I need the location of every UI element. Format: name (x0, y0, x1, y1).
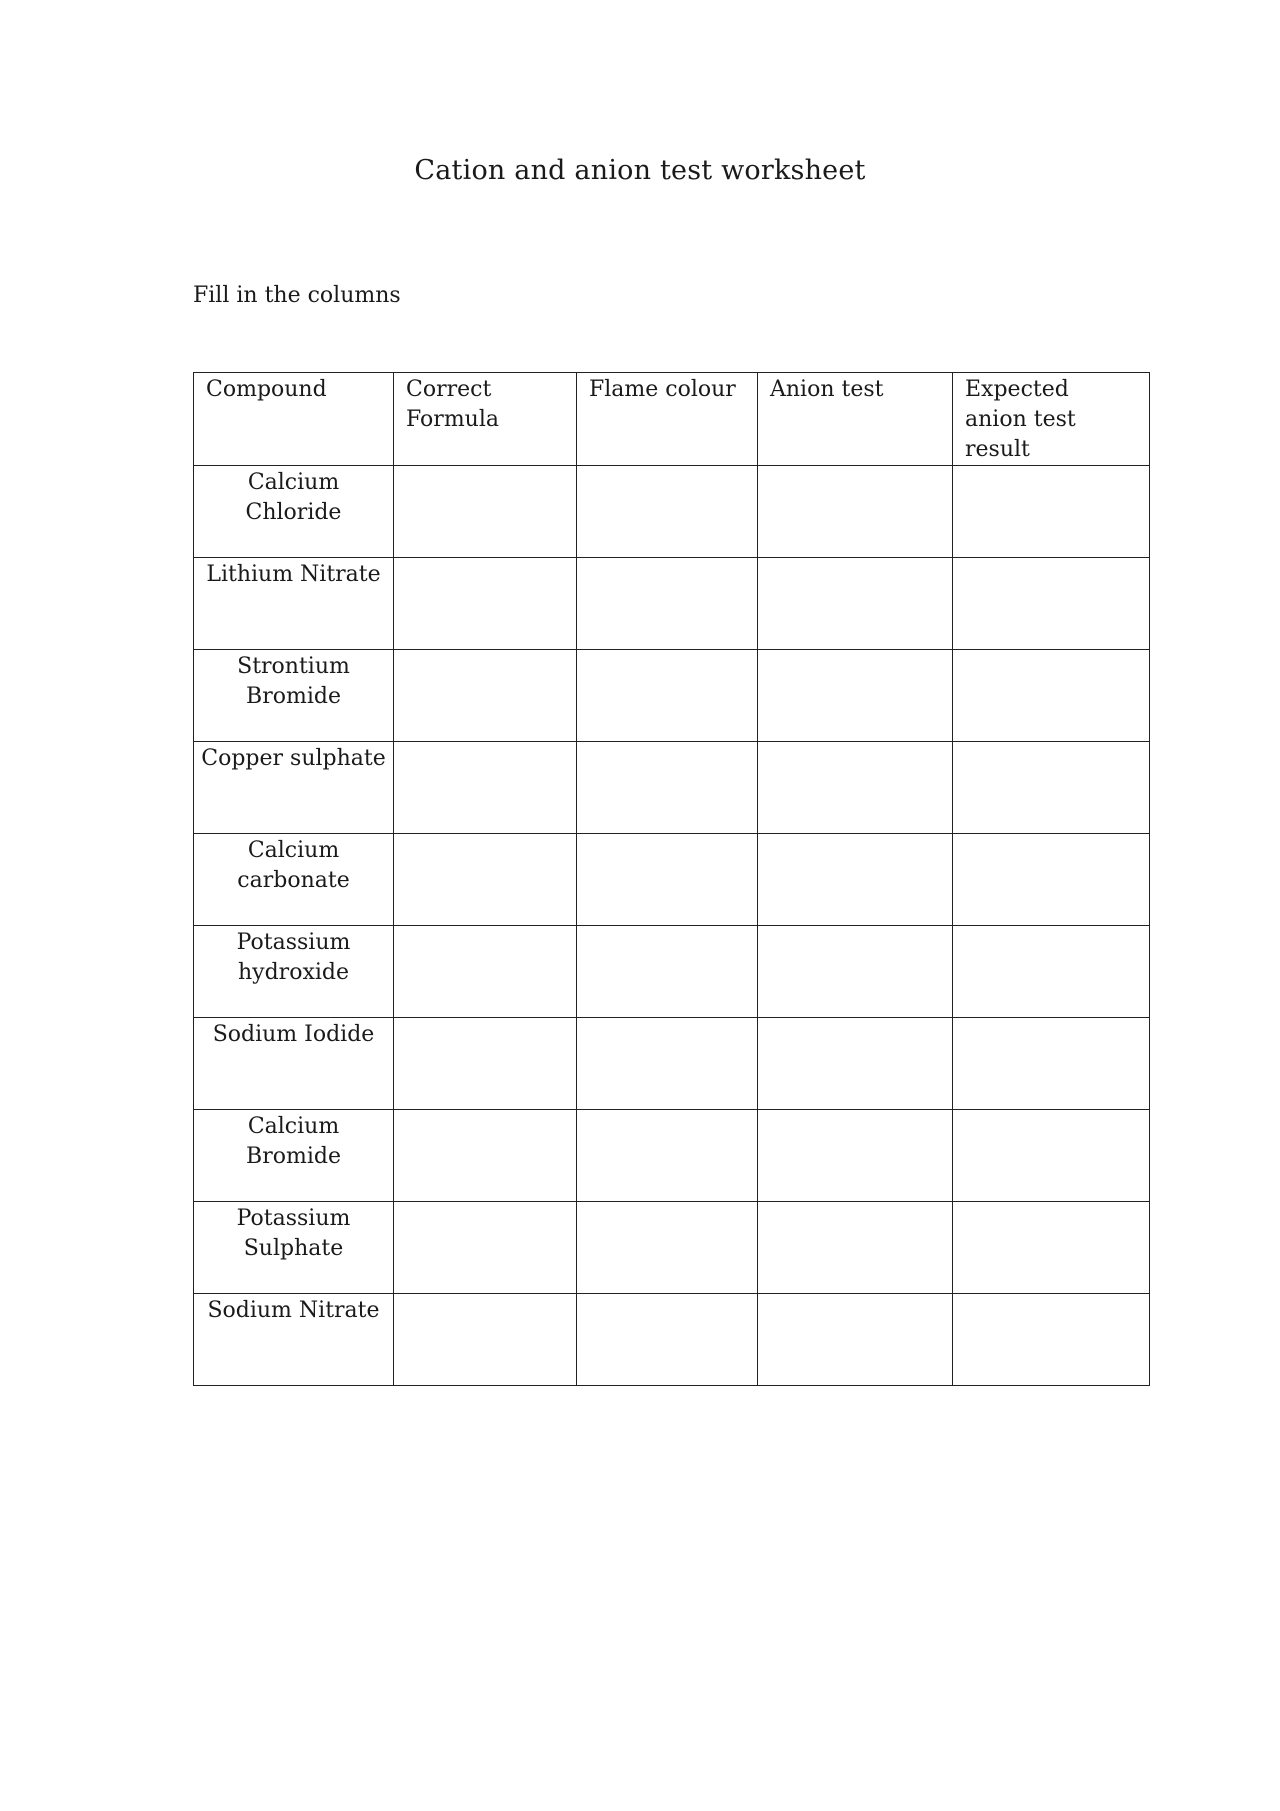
flame-colour-cell[interactable] (577, 558, 758, 650)
table-row (194, 1294, 1150, 1386)
anion-test-cell[interactable] (758, 1110, 953, 1202)
formula-cell[interactable] (394, 466, 577, 558)
flame-colour-cell[interactable] (577, 1018, 758, 1110)
header-flame-colour: Flame colour (577, 373, 758, 466)
formula-cell[interactable] (394, 834, 577, 926)
formula-cell[interactable] (394, 1202, 577, 1294)
anion-test-cell[interactable] (758, 926, 953, 1018)
compound-cell: Potassium hydroxide (194, 926, 394, 1018)
formula-cell[interactable] (394, 1110, 577, 1202)
flame-colour-cell[interactable] (577, 1294, 758, 1386)
header-compound: Compound (194, 373, 394, 466)
header-anion-test: Anion test (758, 373, 953, 466)
compound-cell: Copper sulphate (194, 742, 394, 834)
table-row (194, 1018, 1150, 1110)
worksheet-table (193, 372, 1150, 1386)
flame-colour-cell[interactable] (577, 466, 758, 558)
expected-result-cell[interactable] (953, 834, 1150, 926)
compound-cell: Calcium carbonate (194, 834, 394, 926)
flame-colour-cell[interactable] (577, 834, 758, 926)
formula-cell[interactable] (394, 558, 577, 650)
expected-result-cell[interactable] (953, 1294, 1150, 1386)
expected-result-cell[interactable] (953, 558, 1150, 650)
compound-cell: Strontium Bromide (194, 650, 394, 742)
compound-cell: Lithium Nitrate (194, 558, 394, 650)
anion-test-cell[interactable] (758, 650, 953, 742)
compound-cell: Calcium Bromide (194, 1110, 394, 1202)
header-correct-formula: Correct Formula (394, 373, 577, 466)
table-header-row (194, 373, 1150, 466)
table-row (194, 466, 1150, 558)
expected-result-cell[interactable] (953, 926, 1150, 1018)
formula-cell[interactable] (394, 742, 577, 834)
compound-cell: Sodium Iodide (194, 1018, 394, 1110)
instruction-text: Fill in the columns (193, 283, 401, 308)
compound-cell: Calcium Chloride (194, 466, 394, 558)
table-row (194, 834, 1150, 926)
compound-cell: Sodium Nitrate (194, 1294, 394, 1386)
formula-cell[interactable] (394, 650, 577, 742)
formula-cell[interactable] (394, 1294, 577, 1386)
table-row (194, 926, 1150, 1018)
anion-test-cell[interactable] (758, 558, 953, 650)
anion-test-cell[interactable] (758, 466, 953, 558)
anion-test-cell[interactable] (758, 742, 953, 834)
flame-colour-cell[interactable] (577, 926, 758, 1018)
formula-cell[interactable] (394, 1018, 577, 1110)
expected-result-cell[interactable] (953, 1202, 1150, 1294)
expected-result-cell[interactable] (953, 1110, 1150, 1202)
expected-result-cell[interactable] (953, 742, 1150, 834)
compound-cell: Potassium Sulphate (194, 1202, 394, 1294)
expected-result-cell[interactable] (953, 466, 1150, 558)
header-expected-anion-result: Expected anion test result (953, 373, 1150, 466)
table-row (194, 650, 1150, 742)
flame-colour-cell[interactable] (577, 650, 758, 742)
table-row (194, 742, 1150, 834)
formula-cell[interactable] (394, 926, 577, 1018)
expected-result-cell[interactable] (953, 1018, 1150, 1110)
table-row (194, 1110, 1150, 1202)
flame-colour-cell[interactable] (577, 1202, 758, 1294)
page-title: Cation and anion test worksheet (414, 155, 866, 186)
expected-result-cell[interactable] (953, 650, 1150, 742)
anion-test-cell[interactable] (758, 1018, 953, 1110)
anion-test-cell[interactable] (758, 1294, 953, 1386)
flame-colour-cell[interactable] (577, 742, 758, 834)
table-row (194, 1202, 1150, 1294)
anion-test-cell[interactable] (758, 1202, 953, 1294)
flame-colour-cell[interactable] (577, 1110, 758, 1202)
anion-test-cell[interactable] (758, 834, 953, 926)
table-row (194, 558, 1150, 650)
